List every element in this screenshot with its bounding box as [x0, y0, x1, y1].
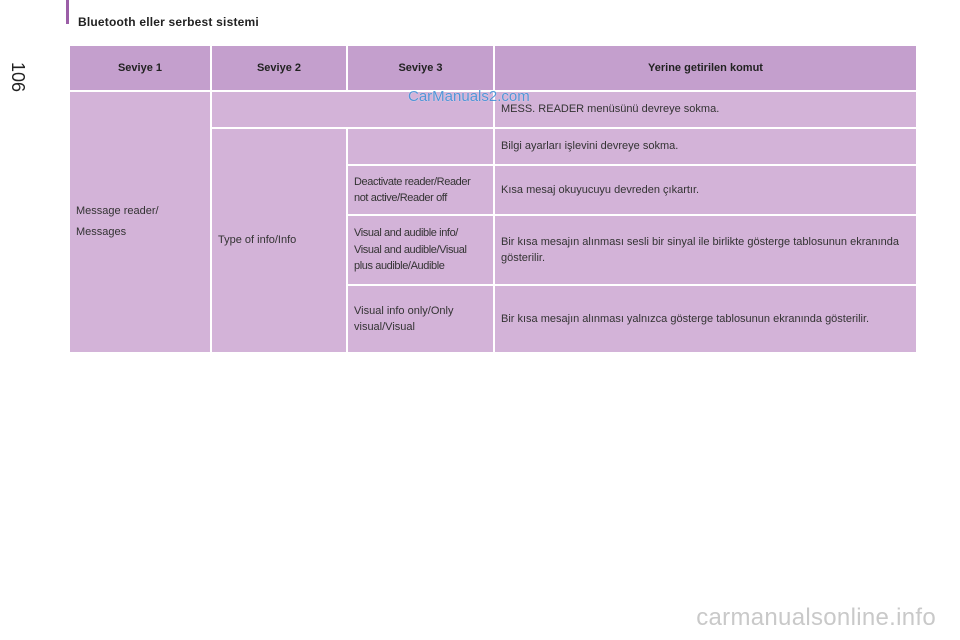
section-marker-bar [66, 0, 69, 24]
level3-cell-empty [347, 128, 494, 165]
command-cell: Kısa mesaj okuyucuyu devreden çıkartır. [494, 165, 917, 215]
command-cell: Bir kısa mesajın alınması yalnızca gösterge tablosunun ekranında gösterilir. [494, 285, 917, 353]
column-header-level3: Seviye 3 [347, 45, 494, 91]
level3-cell: Visual and audible info/ Visual and audible/Visual plus audible/Audible [347, 215, 494, 285]
watermark-top[interactable]: CarManuals2.com [408, 88, 530, 105]
level2-cell: Type of info/Info [211, 128, 347, 353]
command-cell: MESS. READER menüsünü devreye sokma. [494, 91, 917, 128]
level3-cell: Deactivate reader/Reader not active/Reader off [347, 165, 494, 215]
column-header-level1: Seviye 1 [69, 45, 211, 91]
section-title: Bluetooth eller serbest sistemi [78, 15, 259, 29]
command-cell: Bir kısa mesajın alınması sesli bir sinyal ile birlikte gösterge tablosunun ekranında gösterilir. [494, 215, 917, 285]
page-number: 106 [8, 62, 28, 93]
command-cell: Bilgi ayarları işlevini devreye sokma. [494, 128, 917, 165]
level3-cell: Visual info only/Only visual/Visual [347, 285, 494, 353]
level1-cell: Message reader/ Messages [69, 91, 211, 353]
column-header-level2: Seviye 2 [211, 45, 347, 91]
watermark-bottom[interactable]: carmanualsonline.info [696, 604, 936, 631]
column-header-command: Yerine getirilen komut [494, 45, 917, 91]
table-header-row [69, 45, 917, 91]
